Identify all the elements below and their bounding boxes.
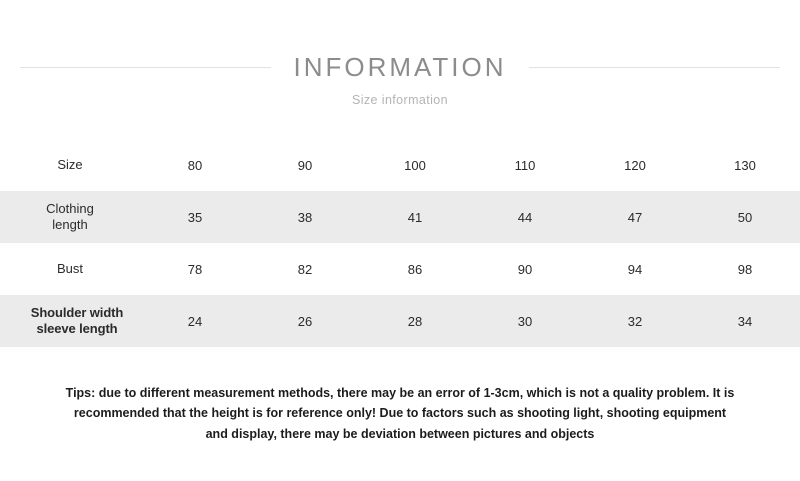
- table-cell: 90: [470, 243, 580, 295]
- table-cell: 38: [250, 191, 360, 243]
- page-header: [0, 0, 800, 107]
- table-cell: 34: [690, 295, 800, 347]
- table-cell: 120: [580, 139, 690, 191]
- row-label-line: Size: [57, 156, 83, 172]
- table-cell: 30: [470, 295, 580, 347]
- table-cell: 41: [360, 191, 470, 243]
- table-cell: 28: [360, 295, 470, 347]
- row-label: [0, 295, 140, 347]
- page-title: INFORMATION: [293, 52, 507, 82]
- table-cell: 82: [250, 243, 360, 295]
- title-row: [0, 52, 800, 83]
- table-cell: 26: [250, 295, 360, 347]
- table-cell: 50: [690, 191, 800, 243]
- table-cell: 47: [580, 191, 690, 243]
- table-row: [0, 191, 800, 243]
- row-label-line: Clothing: [46, 200, 94, 216]
- table-cell: 130: [690, 139, 800, 191]
- row-label-line: Bust: [56, 260, 83, 276]
- table-cell: 90: [250, 139, 360, 191]
- table-row: [0, 243, 800, 295]
- table-cell: 86: [360, 243, 470, 295]
- measurement-disclaimer: Tips: due to different measurement methods, there may be an error of 1-3cm, which is not a quality problem. It is recommended that the height is for reference only! Due to factors such as shooting light, shooting equipment and display, there may be deviation between pictures and objects: [65, 386, 735, 441]
- row-label-line: Shoulder width: [30, 304, 124, 320]
- size-table-wrapper: [0, 139, 800, 347]
- table-cell: 35: [140, 191, 250, 243]
- table-cell: 78: [140, 243, 250, 295]
- row-label: [0, 243, 140, 295]
- row-label-line: length: [52, 217, 88, 232]
- table-cell: 24: [140, 295, 250, 347]
- table-row: [0, 139, 800, 191]
- size-table: [0, 139, 800, 347]
- page-subtitle: Size information: [351, 93, 449, 107]
- title-divider-left: [20, 67, 271, 68]
- table-cell: 32: [580, 295, 690, 347]
- table-cell: 110: [470, 139, 580, 191]
- size-table-body: [0, 139, 800, 347]
- table-cell: 98: [690, 243, 800, 295]
- table-row: [0, 295, 800, 347]
- row-label-line: sleeve length: [36, 321, 118, 336]
- table-cell: 100: [360, 139, 470, 191]
- table-cell: 44: [470, 191, 580, 243]
- row-label: [0, 191, 140, 243]
- table-cell: 94: [580, 243, 690, 295]
- title-divider-right: [529, 67, 780, 68]
- table-cell: 80: [140, 139, 250, 191]
- row-label: [0, 139, 140, 191]
